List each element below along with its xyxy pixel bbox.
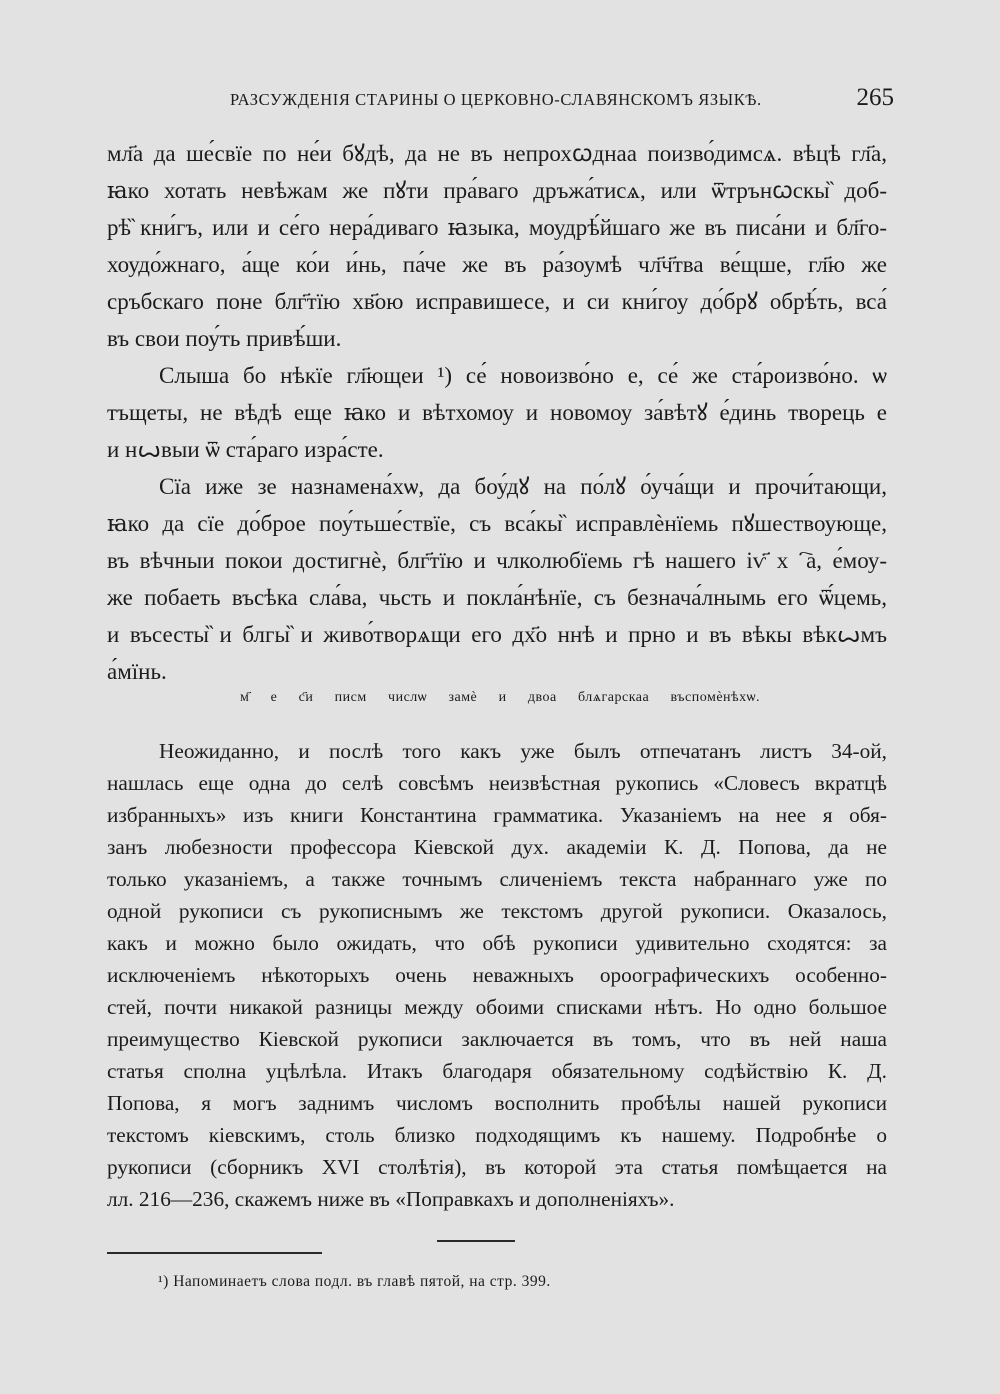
running-head xyxy=(105,84,894,118)
editor-note xyxy=(107,735,887,1215)
text-line: тъщеты, не вѣдѣ еще ꙗко и вѣтхомоу и новомоу за́вѣтꙋ е́динь творець е xyxy=(107,400,887,425)
text-line: мл҃а да ше́свїе по не́и бꙋдѣ, да не въ непрохꙍднаа поизво́димсѧ. вѣцѣ гл҃а, xyxy=(107,141,887,166)
text-line: Попова, я могъ заднимъ числомъ восполнить пробѣлы нашей рукописи xyxy=(107,1091,887,1115)
text-line: занъ любезности профессора Кіевской дух. академіи К. Д. Попова, да не xyxy=(107,835,887,859)
text-line: Слыша бо нѣкїе гл҃ющеи ¹) се́ новоизво́но е, се́ же ста́роизво́но. ѡ xyxy=(159,363,887,388)
text-line: и въсесты̏ и блгы̏ и живо́творѧщи его дх҃о ннѣ и прно и въ вѣкы вѣкꙍмъ xyxy=(107,622,887,647)
text-line: статья сполна уцѣлѣла. Итакъ благодаря обязательному содѣйствію К. Д. xyxy=(107,1059,887,1083)
text-line: рѣ̏ кни́гъ, или и се́го нера́диваго ꙗзыка, моудрѣ́йшаго же въ писа́ни и бл҃го- xyxy=(107,215,887,240)
text-line: хоудо́жнаго, а́ще ко́и и́нь, па́че же въ ра́зоумѣ чл҃ч҃тва ве́щше, гл҃ю же xyxy=(107,252,887,277)
text-line: стей, почти никакой разницы между обоими списками нѣтъ. Но одно большое xyxy=(107,995,887,1019)
text-line: только указаніемъ, а также точнымъ сличеніемъ текста набраннаго уже по xyxy=(107,867,887,891)
text-line: ꙗко да сїе до́брое поу́тьше́ствїе, съ вса́кы̏ исправлѐнїемь пꙋшествоующе, xyxy=(107,511,887,536)
footnote-marker: ¹) xyxy=(158,1273,169,1290)
text-line: сръбскаго поне блг҃тїю хв҃ою исправишесе, и си кни́гоу до́брꙋ обрѣ́ть, вса́ xyxy=(107,289,887,314)
text-line: же побаеть въсѣка сла́ва, чьсть и покла́нѣнїе, съ безнача́лнымь его ѿ́цемь, xyxy=(107,585,887,610)
footnote xyxy=(158,1273,551,1291)
text-line: ꙗко хотать невѣжам же пꙋти пра́ваго дръжа́тисѧ, или ѿтрънꙍскы̏ доб- xyxy=(107,178,887,203)
text-line: исключеніемъ нѣкоторыхъ очень неважныхъ ороографическихъ особенно- xyxy=(107,963,887,987)
text-line: какъ и можно было ожидать, что обѣ рукописи удивительно сходятся: за xyxy=(107,931,887,955)
text-line: въ вѣчныи покои достигнѐ, блг҃тїю и члколюбїемь гѣ нашего іѵ҃ хⷭ҇а, е́моу- xyxy=(107,548,887,573)
text-line: лл. 216—236, скажемъ ниже въ «Поправкахъ и дополненіяхъ». xyxy=(107,1187,675,1211)
page-number: 265 xyxy=(856,84,894,111)
text-line: преимущество Кіевской рукописи заключается въ томъ, что въ ней наша xyxy=(107,1027,887,1051)
text-line: одной рукописи съ рукописнымъ же текстомъ другой рукописи. Оказалось, xyxy=(107,899,887,923)
church-slavonic-text xyxy=(107,135,887,690)
text-line: Неожиданно, и послѣ того какъ уже былъ отпечатанъ листъ 34-ой, xyxy=(159,739,887,763)
colophon: м҃ е с҃и писм числѡ замѐ и двоа блѧгарскаа въспомѐнѣхѡ. xyxy=(240,690,760,705)
text-line: рукописи (сборникъ XVI столѣтія), въ которой эта статья помѣщается на xyxy=(107,1155,887,1179)
footnote-rule xyxy=(107,1252,322,1254)
text-line: избранныхъ» изъ книги Константина грамматика. Указаніемъ на нее я обя- xyxy=(107,803,887,827)
footnote-text: Напоминаетъ слова подл. въ главѣ пятой, на стр. 399. xyxy=(173,1273,551,1290)
running-title: РАЗСУЖДЕНІЯ СТАРИНЫ О ЦЕРКОВНО-СЛАВЯНСКОМЪ ЯЗЫКѢ. xyxy=(230,90,762,109)
text-line: текстомъ кіевскимъ, столь близко подходящимъ къ нашему. Подробнѣе о xyxy=(107,1123,887,1147)
text-line: и нꙍвыи ѿ ста́раго изра́сте. xyxy=(107,437,384,462)
text-line: въ свои поу́ть привѣ́ши. xyxy=(107,326,342,351)
text-line: Сїа иже зе назнамена́хѡ, да боу́дꙋ на по́лꙋ о́уча́щи и прочи́тающи, xyxy=(159,474,887,499)
text-line: нашлась еще одна до селѣ совсѣмъ неизвѣстная рукопись «Словесъ вкратцѣ xyxy=(107,771,887,795)
section-divider xyxy=(437,1240,515,1242)
text-line: а́мїнь. xyxy=(107,659,167,684)
